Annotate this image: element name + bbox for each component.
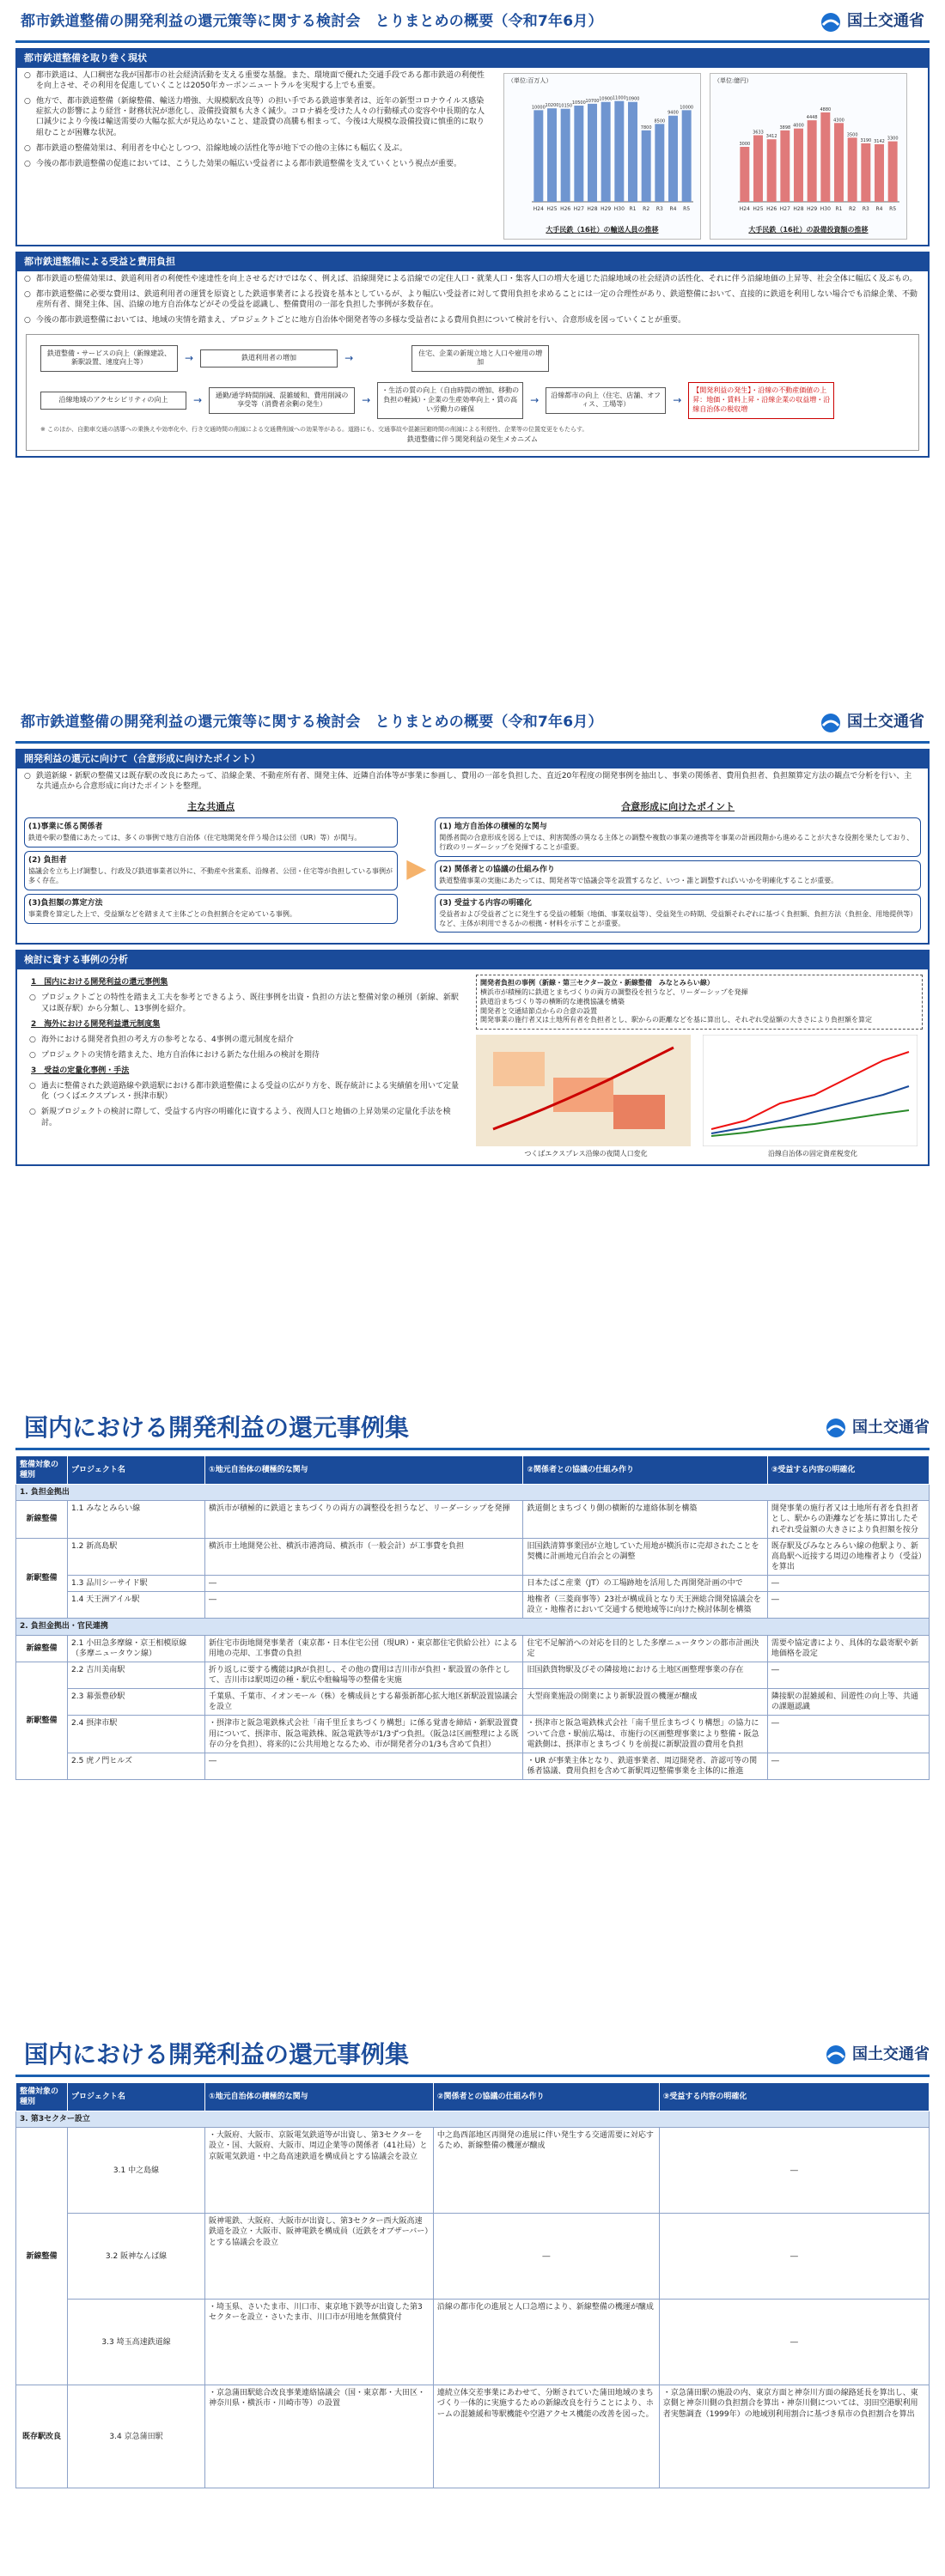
- population-map: [476, 1035, 691, 1146]
- chart-investment: [710, 73, 907, 240]
- mlit-logo: [825, 2044, 930, 2066]
- tick-label: R1: [629, 206, 637, 213]
- slide-title: 都市鉄道整備の開発利益の還元策等に関する検討会 とりまとめの概要（令和7年6月）: [21, 714, 603, 732]
- card: [24, 817, 398, 848]
- bar: [834, 124, 844, 203]
- tick-label: H29: [601, 206, 612, 213]
- category-cell: 新駅整備: [16, 1538, 68, 1619]
- tick-label: H25: [546, 206, 558, 213]
- chart-unit: （単位:百万人）: [508, 76, 552, 84]
- bar: [628, 102, 637, 202]
- cell: ―: [433, 2214, 659, 2300]
- slide-header: [15, 3, 930, 43]
- bullet: ○ 他方で、都市鉄道整備（新線整備、輸送力増強、大規模駅改良等）の担い手である鉄道事業者は、近年の新型コロナウイルス感染症拡大の影響により経営・財務状況が悪化し、設備投資額も大きく減少。コロナ禍を受けた人々の行動様式の変容や中長期的な人口減少により今後は輸送需要の大幅な拡大が見込めないこと、建設費の高騰も相まって、今後は大規模な設備投資に慎重的に取り組むことが困難な状況。: [17, 94, 498, 141]
- project-name: 虎ノ門ヒルズ: [86, 1756, 132, 1765]
- subheading: 3 受益の定量化事例・手法: [31, 1066, 130, 1076]
- project-name: 小田急多摩線・京王相模原線（多摩ニュータウン線）: [71, 1638, 187, 1658]
- cell: ・京急蒲田駅の施設の内、東京方面と神奈川方面の線路延長を算出し、東京側と神奈川側の負担割合を算出・神奈川側については、羽田空港駅利用者実態調査（1999年）の地域別利用割合に基づき県市の負担割合を算出: [659, 2385, 929, 2488]
- cell: 旧国鉄貨物駅及びその隣接地における土地区画整理事業の存在: [523, 1662, 767, 1688]
- section-header: 検討に資する事例の分析: [17, 951, 928, 969]
- chart-investment-svg: [714, 85, 903, 222]
- bullet: ○ 海外における開発者負担の考え方の参考となる、4事例の還元制度を紹介: [22, 1032, 469, 1048]
- table-row: [16, 1576, 930, 1592]
- mechanism-diagram: 鉄道整備・サービスの向上（新線建設、新駅設置、速度向上等） → 鉄道利用者の増加 → 住宅、企業の新規立地と人口や雇用の増加 沿線地域のアクセシビリティの向上 → 通勤/通学時間削減、混雑緩和、費用削減の享受等（消費者余剰の発生） → ・生活の質の向上（自由時間の増加、移動の負担の軽減）・企業の生産効率向上・賃の高い労働力の確保 → 沿線都市の向上（住宅、店舗、オフィス、工場等） → 【開発利益の発生】・沿線の不動産価値の上昇：地価・賃料上昇・沿線企業の収益増・沿線自治体の税収増 ※ このほか、自動車交通の誘導への乗換えや効率化や、行き交通時間の削減による交通費削減への効果等がある。道路にも、交通事故や混雑回避時間の削減による利便性、企業等の位置変更をもたらす。 鉄道整備に伴う開発利益の発生メカニズム: [26, 334, 919, 451]
- bar: [655, 125, 664, 203]
- bullet: ○ 新規プロジェクトの検討に際して、受益する内容の明確化に資するよう、夜間人口と地価の上昇効果の定量化手法を検討。: [22, 1104, 469, 1130]
- card: [24, 894, 398, 924]
- slide-3: [15, 1408, 930, 1966]
- logo-text: 国土交通省: [852, 1418, 930, 1437]
- section-header: 都市鉄道整備による受益と費用負担: [17, 253, 928, 271]
- cell: ・摂津市と阪急電鉄株式会社「南千里丘まちづくり構想」に係る覚書を締結・新駅設置費用について、摂津市、阪急電鉄株、阪急電鉄等が1/3ずつ負担。（阪急は区画整理による既存の分を負担）、将来的に公共用地となるため、市が開発者分の1/3も含めて負担）: [205, 1716, 523, 1753]
- chart-title: 大手民鉄（16社）の設備投資額の推移: [748, 226, 869, 234]
- case-analysis-section: [15, 950, 930, 1166]
- bar: [848, 138, 857, 203]
- bar: [614, 101, 624, 202]
- row-number: 1.1: [71, 1504, 84, 1514]
- card: [24, 851, 398, 890]
- tick-label: R5: [889, 206, 897, 213]
- bullet: ○ 都市鉄道整備に必要な費用は、鉄道利用者の運賃を原資とした鉄道事業者による投資を基本としているが、より幅広い受益者に対して費用負担を求めることには一定の合理性があり、鉄道整備において、直接的に鉄道を利用しない場合でも沿線企業、不動産所有者、開発主体、国、沿線の地方自治体などがその受益を認識し、整備費用の一部を負担した事例が多数存在。: [17, 287, 928, 313]
- tax-graph: [703, 1035, 918, 1146]
- card-text: 受益者および受益者ごとに発生する受益の種類（地価、事業収益等）、受益発生の時期、受益額それぞれに基づく負担額、負担方法（負担金、用地提供等）など、主体が利用できるかの根拠・材料を示すことが重要。: [439, 909, 914, 927]
- slide-2: [15, 704, 930, 1335]
- table-row: [16, 1635, 930, 1662]
- group-row: 3. 第3セクター設立: [16, 2111, 930, 2128]
- group-row: 1. 負担金拠出: [16, 1485, 930, 1501]
- flow-box: 沿線地域のアクセシビリティの向上: [40, 392, 186, 410]
- project-name: みなとみらい線: [86, 1504, 141, 1514]
- bar: [682, 111, 692, 203]
- row-number: 2.5: [71, 1756, 84, 1765]
- bar: [875, 144, 884, 202]
- row-number: 1.4: [71, 1595, 84, 1605]
- row-number: 2.3: [71, 1692, 84, 1702]
- card-text: 鉄道や駅の整備にあたっては、多くの事例で地方自治体（住宅地開発を伴う場合は公団（UR）等）が関与。: [28, 834, 362, 842]
- logo-text: 国土交通省: [847, 713, 924, 732]
- card-text: 事業費を算定した上で、受益額などを踏まえて主体ごとの負担割合を定めている事例。: [28, 909, 296, 918]
- group-row: 2. 負担金拠出・官民連携: [16, 1619, 930, 1635]
- flow-box-dev-benefit: 【開発利益の発生】・沿線の不動産価値の上昇：地価・賃料上昇・沿線企業の収益増・沿線自治体の税収増: [688, 382, 834, 418]
- col-header: ①地元自治体の積極的な関与: [205, 2082, 434, 2111]
- table-row: [16, 1662, 930, 1688]
- bar: [642, 131, 651, 202]
- tick-label: R5: [683, 206, 691, 213]
- bullet: ○ 鉄道新線・新駅の整備又は既存駅の改良にあたって、沿線企業、不動産所有者、開発主体、近隣自治体等が事業に参画し、費用の一部を負担した、直近20年程度の開発事例を抽出し、事業の関係者、費用負担者、負担額算定方法の観点で分析を行い、主な共通点から合意形成に向けたポイントを整理。: [17, 769, 928, 794]
- table-row: [16, 2214, 930, 2300]
- row-number: 1.3: [71, 1579, 84, 1589]
- data-label: 10900: [625, 97, 640, 103]
- cell: 横浜市が積極的に鉄道とまちづくりの両方の調整役を担うなど、リーダーシップを発揮: [205, 1501, 523, 1538]
- tick-label: H24: [533, 206, 544, 213]
- flow-box: ・生活の質の向上（自由時間の増加、移動の負担の軽減）・企業の生産効率向上・賃の高い労働力の確保: [377, 382, 523, 418]
- tick-label: H26: [766, 206, 777, 213]
- row-number: 3.1: [113, 2166, 126, 2175]
- bar: [588, 104, 597, 202]
- cell: 沿線の都市化の進展と人口急増により、新線整備の機運が醸成: [433, 2300, 659, 2385]
- footnote: ※ このほか、自動車交通の誘導への乗換えや効率化や、行き交通時間の削減による交通費削減への効果等がある。道路にも、交通事故や混雑回避時間の削減による利便性、企業等の位置変更をもたらす。: [40, 425, 588, 433]
- bar: [740, 147, 749, 202]
- cell: 千葉県、千葉市、イオンモール（株）を構成員とする幕張新都心拡大地区新駅設置協議会を設立: [205, 1689, 523, 1716]
- arrow-icon: ▶: [406, 853, 427, 884]
- col-header: ②関係者との協議の仕組み作り: [523, 1455, 767, 1484]
- logo-text: 国土交通省: [852, 2044, 930, 2063]
- bar: [547, 108, 557, 202]
- data-label: 10200: [545, 103, 559, 109]
- card-heading: (2) 関係者との協議の仕組み作り: [439, 865, 555, 874]
- flow-box: 鉄道利用者の増加: [200, 349, 338, 368]
- example-box: [476, 975, 923, 1030]
- row-number: 2.2: [71, 1665, 84, 1674]
- cell: 折り返しに要する機能はJRが負担し、その他の費用は吉川市が負担・駅設置の条件として、吉川市は駅周辺の種・駅広や駐輪場等の整備を実施: [205, 1662, 523, 1688]
- data-label: 8500: [654, 118, 666, 125]
- table-row: [16, 1753, 930, 1779]
- chart-passengers-svg: [508, 85, 697, 222]
- table-row: [16, 2385, 930, 2488]
- bar: [780, 131, 790, 202]
- bullet: ○ 今後の都市鉄道整備においては、地域の実情を踏まえ、プロジェクトごとに地方自治体や開発者等の多様な受益者による費用負担について検討を行い、合意形成を図っていくことが重要。: [17, 313, 928, 328]
- category-cell: 新線整備: [16, 1501, 68, 1538]
- column-heading: 主な共通点: [187, 801, 235, 813]
- cell: 日本たばこ産業（JT）の工場跡地を活用した再開発計画の中で: [523, 1576, 767, 1592]
- data-label: 3412: [765, 134, 777, 140]
- bar: [794, 129, 803, 202]
- column-heading: 合意形成に向けたポイント: [621, 801, 735, 813]
- bar: [668, 116, 678, 202]
- category-cell: 新線整備: [16, 2128, 68, 2385]
- data-label: 3190: [860, 138, 872, 144]
- tick-label: R4: [669, 206, 677, 213]
- slide-title: 国内における開発利益の還元事例集: [24, 1413, 410, 1442]
- bullet: ○ 過去に整備された鉄道路線や鉄道駅における都市鉄道整備による受益の広がり方を、既存統計による実績値を用いて定量化（つくばエクスプレス・摂津市駅）: [22, 1078, 469, 1104]
- cell: ―: [659, 2214, 929, 2300]
- project-name: 幕張豊砂駅: [86, 1692, 125, 1702]
- example-item: 横浜市が積極的に鉄道とまちづくりの両方の調整役を担うなど、リーダーシップを発揮: [480, 988, 748, 997]
- col-header: プロジェクト名: [68, 2082, 205, 2111]
- card: [435, 860, 921, 890]
- table-row: [16, 1716, 930, 1753]
- logo-text: 国土交通省: [847, 12, 924, 31]
- data-label: 3300: [887, 136, 899, 142]
- cell: 大型商業施設の開業により新駅設置の機運が醸成: [523, 1689, 767, 1716]
- tick-label: H30: [820, 206, 831, 213]
- project-name: 阪神なんば線: [120, 2251, 168, 2261]
- col-header: 整備対象の種別: [16, 2082, 68, 2111]
- tick-label: H27: [573, 206, 584, 213]
- table-row: [16, 1689, 930, 1716]
- slide-header: [15, 704, 930, 744]
- data-label: 4448: [806, 115, 818, 121]
- col-header: ③受益する内容の明確化: [659, 2082, 929, 2111]
- tick-label: H29: [807, 206, 818, 213]
- tick-label: R4: [875, 206, 883, 213]
- bullet: ○ プロジェクトごとの特性を踏まえ工夫を参考とできるよう、既往事例を出資・負担の方法と整備対象の種別（新線、新駅又は既存駅）から分類し、13事例を紹介。: [22, 990, 469, 1016]
- tick-label: H26: [560, 206, 571, 213]
- row-number: 2.4: [71, 1719, 84, 1728]
- card-text: 協議会を立ち上げ調整し、行政及び鉄道事業者以外に、不動産や営業系、沿線者、公団・住宅等が負担している事例が多く存在。: [28, 867, 393, 884]
- graph-figure: [703, 1035, 923, 1159]
- cell: 旧国鉄清算事業団が立地していた用地が横浜市に売却されたことを契機に計画地元自治会との調整: [523, 1538, 767, 1575]
- col-header: ①地元自治体の積極的な関与: [205, 1455, 523, 1484]
- mlit-logo-icon: [820, 712, 842, 734]
- tick-label: H24: [739, 206, 750, 213]
- tick-label: R3: [862, 206, 869, 213]
- data-label: 4300: [833, 118, 844, 124]
- tick-label: R2: [643, 206, 650, 213]
- bar: [767, 139, 777, 202]
- table-row: [16, 1501, 930, 1538]
- tick-label: H27: [779, 206, 790, 213]
- cell: 新住宅市街地開発事業者（東京都・日本住宅公団（現UR）・東京都住宅供給公社）による用地の売却、工事費の負担: [205, 1635, 523, 1662]
- chart-passengers: [503, 73, 701, 240]
- cell: 阪神電鉄、大阪府、大阪市が出資し、第3セクター西大阪高速鉄道を設立・大阪市、阪神電鉄を構成員（近鉄をオブザーバー）とする協議会を設立: [205, 2214, 434, 2300]
- cell: 既存駅及びみなとみらい線の他駅より、新高島駅へ近接する周辺の地権者より（受益）を算出: [767, 1538, 929, 1575]
- card: [435, 817, 921, 857]
- row-number: 3.2: [105, 2251, 119, 2261]
- mlit-logo: [820, 712, 924, 734]
- tick-label: H30: [613, 206, 625, 213]
- data-label: 3633: [753, 130, 764, 136]
- cell: ―: [205, 1592, 523, 1619]
- mlit-logo: [825, 1417, 930, 1439]
- flow-box: 通勤/通学時間削減、混雑緩和、費用削減の享受等（消費者余剰の発生）: [209, 387, 355, 415]
- case-table: [15, 1455, 930, 1780]
- row-number: 2.1: [71, 1638, 84, 1648]
- project-name: 吉川美南駅: [86, 1665, 125, 1674]
- table-row: [16, 2300, 930, 2385]
- cell: ・埼玉県、さいたま市、川口市、東京地下鉄等が出資した第3セクターを設立・さいたま市、川口市が用地を無償貸付: [205, 2300, 434, 2385]
- data-label: 3500: [846, 132, 858, 138]
- slide-title: 都市鉄道整備の開発利益の還元策等に関する検討会 とりまとめの概要（令和7年6月）: [21, 13, 603, 31]
- data-label: 9400: [668, 111, 679, 117]
- category-cell: 新線整備: [16, 1635, 68, 1662]
- cell: 鉄道側とまちづくり側の横断的な連絡体制を構築: [523, 1501, 767, 1538]
- data-label: 10900: [599, 97, 613, 103]
- project-name: 新高島駅: [86, 1541, 118, 1551]
- chart-title: 大手民鉄（16社）の輸送人員の推移: [546, 226, 659, 234]
- data-label: 7800: [640, 125, 652, 131]
- card-heading: (1)事業に係る関係者: [28, 822, 103, 831]
- cell: ・摂津市と阪急電鉄株式会社「南千里丘まちづくり構想」の協力について合意・駅前広場は、市施行の区画整理事業により整備・阪急電鉄側は、摂津市とまちづくりを前提に新駅設置の費用を負担: [523, 1716, 767, 1753]
- data-label: 10000: [680, 105, 694, 111]
- cell: 住宅不足解消への対応を目的とした多摩ニュータウンの都市計画決定: [523, 1635, 767, 1662]
- project-name: 天王洲アイル駅: [86, 1595, 140, 1605]
- card-heading: (3) 受益する内容の明確化: [439, 898, 532, 908]
- cell: ―: [767, 1716, 929, 1753]
- diagram-caption: 鉄道整備に伴う開発利益の発生メカニズム: [407, 435, 538, 444]
- table-row: [16, 1592, 930, 1619]
- tick-label: H28: [793, 206, 804, 213]
- common-points-column: [24, 801, 398, 936]
- slide-1: [15, 3, 930, 635]
- bullet: ○ 都市鉄道の整備効果は、利用者を中心としつつ、沿線地域の活性化等が地下での他の主体にも幅広く及ぶ。: [17, 141, 498, 156]
- card-text: 関係者間の合意形成を図る上では、利害関係の異なる主体との調整や複数の事業の連携等を事業の計画段階から進めることが大きな役割を果たしており、行政のリーダーシップを発揮することが重要。: [439, 834, 914, 851]
- bar: [601, 102, 611, 202]
- benefit-burden-section: [15, 252, 930, 458]
- project-name: 埼玉高速鉄道線: [116, 2337, 171, 2347]
- category-cell: 既存駅改良: [16, 2385, 68, 2488]
- project-name: 京急蒲田駅: [124, 2432, 163, 2441]
- card-heading: (2) 負担者: [28, 855, 67, 865]
- tick-label: R3: [655, 206, 663, 213]
- slide-4: [15, 2035, 930, 2559]
- row-number: 3.3: [101, 2337, 114, 2347]
- bar: [574, 106, 583, 202]
- tick-label: H28: [587, 206, 598, 213]
- section-header: 開発利益の還元に向けて（合意形成に向けたポイント）: [17, 750, 928, 769]
- cell: 開発事業の施行者又は土地所有者を負担者とし、駅からの距離などを基に算出したそれぞれ受益額の大きさにより負担額を按分: [767, 1501, 929, 1538]
- data-label: 4000: [793, 123, 804, 129]
- mlit-logo: [820, 11, 924, 33]
- bar: [808, 120, 817, 202]
- cell: ―: [205, 1576, 523, 1592]
- cell: ―: [205, 1753, 523, 1779]
- category-cell: 新駅整備: [16, 1662, 68, 1779]
- data-label: 10700: [585, 99, 600, 105]
- flow-box: 住宅、企業の新規立地と人口や雇用の増加: [412, 345, 549, 373]
- data-label: 3898: [779, 125, 791, 131]
- cell: ―: [767, 1753, 929, 1779]
- cell: ―: [767, 1662, 929, 1688]
- flow-box: 鉄道整備・サービスの向上（新線建設、新駅設置、速度向上等）: [40, 345, 178, 373]
- cell: ―: [659, 2300, 929, 2385]
- cell: 中之島西部地区再開発の進展に伴い発生する交通需要に対応するため、新線整備の機運が醸成: [433, 2128, 659, 2214]
- cell: ―: [659, 2128, 929, 2214]
- bar: [888, 142, 898, 202]
- project-name: 品川シーサイド駅: [86, 1579, 148, 1589]
- col-header: 整備対象の種別: [16, 1455, 68, 1484]
- cell: ―: [767, 1592, 929, 1619]
- card: [435, 894, 921, 933]
- section-header: 都市鉄道整備を取り巻く現状: [17, 50, 928, 68]
- data-label: 10500: [571, 100, 586, 106]
- col-header: ③受益する内容の明確化: [767, 1455, 929, 1484]
- graph-caption: 沿線自治体の固定資産税変化: [768, 1150, 857, 1158]
- col-header: プロジェクト名: [68, 1455, 205, 1484]
- current-status-section: [15, 48, 930, 246]
- charts-area: [498, 68, 912, 245]
- example-heading: 開発者負担の事例（新線・第三セクター設立・新線整備 みなとみらい線）: [480, 979, 714, 987]
- row-number: 1.2: [71, 1541, 84, 1551]
- bar: [820, 112, 830, 202]
- slide-title: 国内における開発利益の還元事例集: [24, 2040, 410, 2069]
- table-row: [16, 2128, 930, 2214]
- cell: 連続立体交差事業にあわせて、分断されていた蒲田地域のまちづくり一体的に実施するための新線改良を行うことにより、ホームの混雑緩和等駅機能や空港アクセス機能の改善を図った。: [433, 2385, 659, 2488]
- table-row: [16, 1538, 930, 1575]
- data-label: 10150: [558, 104, 573, 110]
- cell: 需要や協定書により、具体的な最寄駅や新地価格を設定: [767, 1635, 929, 1662]
- bullet: ○ 今後の都市鉄道整備の促進においては、こうした効果の幅広い受益者による都市鉄道整備を支えていくという視点が重要。: [17, 156, 498, 172]
- bar: [753, 136, 763, 203]
- mlit-logo-icon: [825, 2044, 847, 2066]
- cell: 隣接駅の混雑緩和、回遊性の向上等、共通の課題認識: [767, 1689, 929, 1716]
- project-name: 摂津市駅: [86, 1719, 118, 1728]
- cell: ・京急蒲田駅総合改良事業連絡協議会（国・東京都・大田区・神奈川県・横浜市・川崎市等）の設置: [205, 2385, 434, 2488]
- card-heading: (1) 地方自治体の積極的な関与: [439, 822, 547, 831]
- bullet: ○ プロジェクトの実情を踏まえた、地方自治体における新たな仕組みの検討を期待: [22, 1048, 469, 1063]
- bullet: ○ 都市鉄道の整備効果は、鉄道利用者の利便性や速達性を向上させるだけではなく、例えば、沿線開発による沿線での定住人口・就業人口・集客人口の増大を通じた沿線地域の社会経済の活性化、それに伴う沿線地価の上昇等、社会全体に幅広く及ぶもの。: [17, 271, 928, 287]
- example-item: 開発事業の施行者又は土地所有者を負担者とし、駅からの距離などを基に算出し、それぞれ受益額の大きさにより負担額を算定: [480, 1016, 872, 1024]
- consensus-points-section: [15, 749, 930, 945]
- project-name: 中之島線: [128, 2166, 160, 2175]
- card-text: 鉄道整備事業の実施にあたっては、開発者等で協議会等を設置するなど、いつ・誰と調整すればいいかを明確化することが重要。: [439, 876, 838, 884]
- tick-label: R2: [849, 206, 857, 213]
- chart-unit: （単位:億円）: [714, 76, 753, 84]
- tick-label: H25: [753, 206, 764, 213]
- bullet: ○ 都市鉄道は、人口稠密な我が国都市の社会経済活動を支える重要な基盤。また、環境面で優れた交通手段である都市鉄道の利便性を向上させ、その利用を促進していくことは2050年カーボンニュートラルを実現する上でも重要。: [17, 68, 498, 94]
- mlit-logo-icon: [820, 11, 842, 33]
- data-label: 3142: [874, 139, 885, 145]
- cell: ・大阪府、大阪市、京阪電気鉄道等が出資し、第3セクターを設立・国、大阪府、大阪市、周辺企業等の関係者（41社局）と京阪電気鉄道・中之島高速鉄道を構成員とする協議会を設立: [205, 2128, 434, 2214]
- example-item: 鉄道沿まちづくり等の横断的な連携協議を構築: [480, 997, 625, 1005]
- mlit-logo-icon: [825, 1417, 847, 1439]
- map-caption: つくばエクスプレス沿線の夜間人口変化: [524, 1150, 648, 1158]
- bar: [861, 143, 870, 202]
- flow-box: 沿線都市の向上（住宅、店舗、オフィス、工場等）: [546, 387, 666, 415]
- consensus-points-column: [435, 801, 921, 936]
- cell: ・UR が事業主体となり、鉄道事業者、周辺開発者、許認可等の関係者協議、費用負担を含めて新駅周辺整備事業を主体的に推進: [523, 1753, 767, 1779]
- cell: 地権者（三菱商事等）23社が構成員となり天王洲総合開発協議会を設立・地権者において交通する便地域等に向けた検討体制を構築: [523, 1592, 767, 1619]
- data-label: 3000: [739, 142, 751, 148]
- case-table: [15, 2082, 930, 2488]
- subheading: 2 海外における開発利益還元制度集: [31, 1019, 161, 1029]
- card-heading: (3)負担額の算定方法: [28, 898, 103, 908]
- tick-label: R1: [835, 206, 843, 213]
- cell: ―: [767, 1576, 929, 1592]
- col-header: ②関係者との協議の仕組み作り: [433, 2082, 659, 2111]
- data-label: 11000: [612, 95, 626, 101]
- cell: 横浜市土地開発公社、横浜市港湾局、横浜市（一般会計）が工事費を負担: [205, 1538, 523, 1575]
- map-figure: [476, 1035, 696, 1159]
- data-label: 10000: [531, 105, 546, 111]
- row-number: 3.4: [109, 2432, 122, 2441]
- bar: [533, 111, 543, 203]
- bar: [561, 109, 570, 202]
- example-item: 開発者と交通結節点からの合意の設置: [480, 1006, 597, 1015]
- subheading: 1 国内における開発利益の還元事例集: [31, 978, 168, 987]
- data-label: 4880: [820, 107, 832, 113]
